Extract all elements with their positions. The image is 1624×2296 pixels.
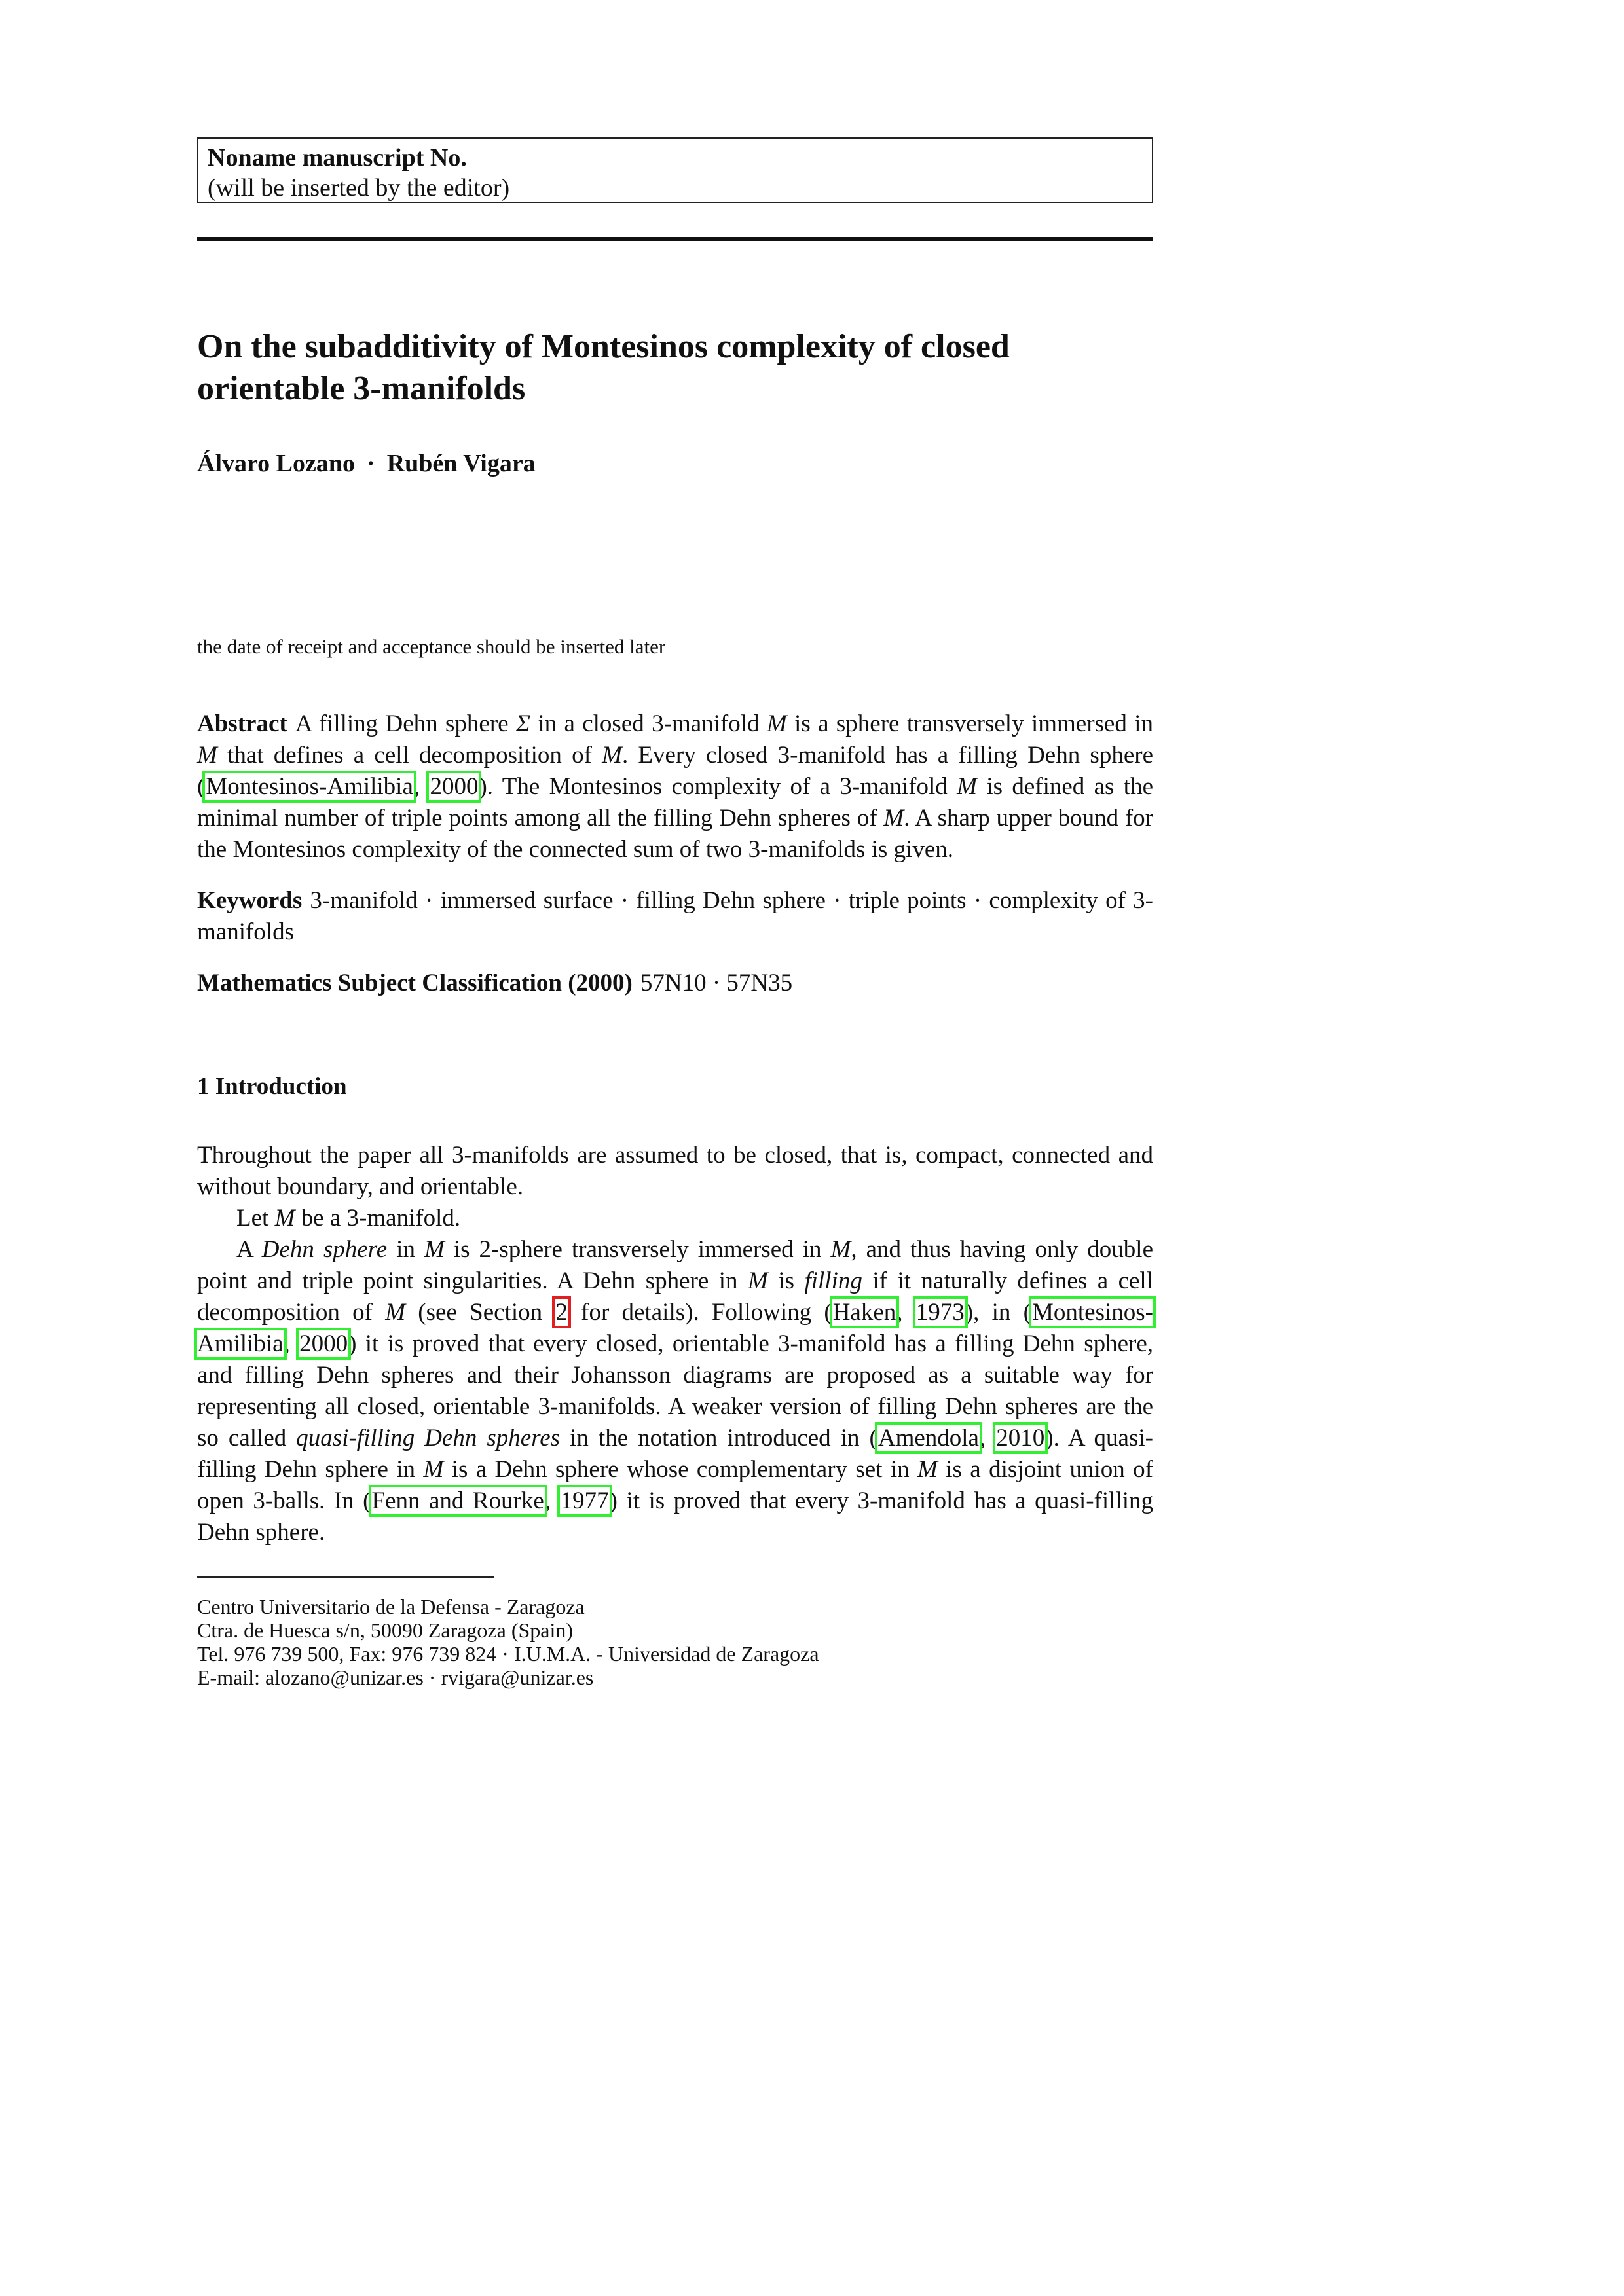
paper-title: On the subadditivity of Montesinos complexity of closed orientable 3-manifolds bbox=[197, 328, 1010, 407]
abstract: Abstract A filling Dehn sphere Σ in a closed 3-manifold M is a sphere transversely immersed in M that defines a cell decomposition of M. Every closed 3-manifold has a filling Dehn sphere (Montesinos-Amilibia, 2000). The Montesinos complexity of a 3-manifold M is defined as the minimal number of triple points among all the filling Dehn spheres of M. A sharp upper bound for the Montesinos complexity of the connected sum of two 3-manifolds is given. bbox=[197, 710, 1154, 863]
text: if it naturally defines a cell decomposition of bbox=[197, 1267, 1153, 1326]
citation-link-year[interactable]: 2000 bbox=[299, 1330, 348, 1357]
abstract-text: is defined as the minimal number of triple points among all the filling Dehn spheres of bbox=[197, 773, 1154, 831]
abstract-text: . A sharp upper bound for the Montesinos complexity of the connected sum of two 3-manifolds is given. bbox=[197, 805, 1153, 863]
text: is bbox=[767, 1267, 805, 1294]
editor-note: (will be inserted by the editor) bbox=[208, 174, 510, 202]
text: (see Section bbox=[405, 1299, 555, 1326]
citation-link-year[interactable]: 2000 bbox=[430, 773, 479, 800]
text: is 2-sphere transversely immersed in bbox=[444, 1236, 831, 1263]
math-symbol: M bbox=[957, 773, 977, 800]
abstract-text: that defines a cell decomposition of bbox=[217, 742, 602, 769]
text: in bbox=[387, 1236, 424, 1263]
emphasis: quasi-filling Dehn spheres bbox=[296, 1425, 561, 1451]
text: Let bbox=[236, 1205, 275, 1231]
author-name: Rubén Vigara bbox=[386, 450, 536, 477]
math-symbol: M bbox=[423, 1456, 444, 1483]
text: is a disjoint union of open 3-balls. In ( bbox=[197, 1456, 1153, 1514]
text: be a 3-manifold. bbox=[295, 1205, 461, 1231]
text: ). A quasi-filling Dehn sphere in bbox=[197, 1425, 1153, 1483]
section-ref-link[interactable]: 2 bbox=[555, 1299, 568, 1326]
text: , and thus having only double point and triple point singularities. A Dehn sphere in bbox=[197, 1236, 1153, 1294]
text: ) it is proved that every 3-manifold has a quasi-filling Dehn sphere. bbox=[197, 1487, 1153, 1546]
subject-classification bbox=[197, 968, 1153, 999]
citation-link-author[interactable]: Montesinos-Amilibia bbox=[206, 773, 413, 800]
math-symbol: M bbox=[883, 805, 904, 831]
abstract-text: . Every closed 3-manifold has a filling Dehn sphere ( bbox=[197, 742, 1153, 800]
math-symbol: M bbox=[917, 1456, 938, 1483]
text: A bbox=[236, 1236, 262, 1263]
emphasis: filling bbox=[804, 1267, 862, 1294]
keywords-label: Keywords bbox=[197, 887, 303, 914]
abstract-text: A filling Dehn sphere bbox=[295, 710, 516, 737]
manuscript-number: Noname manuscript No. bbox=[208, 144, 467, 172]
math-symbol: M bbox=[385, 1299, 406, 1326]
abstract-text: ). The Montesinos complexity of a 3-manifold bbox=[479, 773, 957, 800]
keywords-text: 3-manifold · immersed surface · filling Dehn sphere · triple points · complexity of 3-manifolds bbox=[197, 887, 1153, 945]
footnote-line: Tel. 976 739 500, Fax: 976 739 824 · I.U.M.A. - Universidad de Zaragoza bbox=[197, 1642, 819, 1666]
paragraph: Throughout the paper all 3-manifolds are assumed to be closed, that is, compact, connected and without boundary, and orientable. bbox=[197, 1142, 1153, 1200]
text: ) it is proved that every closed, orientable 3-manifold has a filling Dehn sphere, and filling Dehn spheres and their Johansson diagrams are proposed as a suitable way for representing all closed, orientable 3-manifolds. A weaker version of filling Dehn spheres are the so called bbox=[197, 1330, 1154, 1451]
paragraph: A Dehn sphere in M is 2-sphere transversely immersed in M, and thus having only double point and triple point singularities. A Dehn sphere in M is filling if it naturally defines a cell decomposition of M (see Section 2 for details). Following (Haken, 1973), in (Montesinos-Amilibia, 2000) it is proved that every closed, orientable 3-manifold has a filling Dehn sphere, and filling Dehn spheres and their Johansson diagrams are proposed as a suitable way for representing all closed, orientable 3-manifolds. A weaker version of filling Dehn spheres are the so called quasi-filling Dehn spheres in the notation introduced in (Amendola, 2010). A quasi-filling Dehn sphere in M is a Dehn sphere whose complementary set in M is a disjoint union of open 3-balls. In (Fenn and Rourke, 1977) it is proved that every 3-manifold has a quasi-filling Dehn sphere. bbox=[197, 1236, 1154, 1546]
section-heading-introduction: 1 Introduction bbox=[197, 1073, 347, 1100]
author-list bbox=[197, 449, 1153, 478]
abstract-text: is a sphere transversely immersed in bbox=[786, 710, 1153, 737]
text: is a Dehn sphere whose complementary set in bbox=[443, 1456, 918, 1483]
author-separator: · bbox=[367, 450, 375, 477]
math-symbol: M bbox=[197, 742, 217, 769]
citation-link-year[interactable]: 2010 bbox=[996, 1425, 1045, 1451]
emphasis: Dehn sphere bbox=[261, 1236, 388, 1263]
introduction-body bbox=[197, 1140, 1153, 1548]
manuscript-box bbox=[197, 137, 1153, 203]
footnote-line: Ctra. de Huesca s/n, 50090 Zaragoza (Spain) bbox=[197, 1618, 574, 1642]
math-symbol: M bbox=[766, 710, 787, 737]
citation-link-author[interactable]: Haken bbox=[832, 1299, 896, 1326]
author-name: Álvaro Lozano bbox=[197, 450, 356, 477]
abstract-text: in a closed 3-manifold bbox=[530, 710, 767, 737]
text: ), in ( bbox=[965, 1299, 1031, 1326]
receipt-dates: the date of receipt and acceptance should be inserted later bbox=[197, 635, 666, 658]
text: for details). Following ( bbox=[568, 1299, 832, 1326]
paper-page bbox=[197, 137, 1153, 1689]
citation-link-year[interactable]: 1977 bbox=[560, 1487, 609, 1514]
affiliation-footnote bbox=[197, 1595, 1153, 1689]
footnote-line: E-mail: alozano@unizar.es · rvigara@unizar.es bbox=[197, 1666, 594, 1689]
math-symbol: M bbox=[274, 1205, 295, 1231]
math-symbol: M bbox=[748, 1267, 768, 1294]
text: in the notation introduced in ( bbox=[560, 1425, 877, 1451]
citation-link-author[interactable]: Montesinos-Amilibia bbox=[197, 1299, 1153, 1357]
keywords bbox=[197, 885, 1153, 948]
footnote-rule bbox=[197, 1576, 494, 1578]
citation-link-year[interactable]: 1973 bbox=[915, 1299, 965, 1326]
math-symbol: Σ bbox=[515, 710, 530, 737]
msc-text: 57N10 · 57N35 bbox=[640, 970, 793, 996]
math-symbol: M bbox=[424, 1236, 445, 1263]
footnote-line: Centro Universitario de la Defensa - Zaragoza bbox=[197, 1595, 585, 1618]
citation-link-author[interactable]: Fenn and Rourke bbox=[371, 1487, 544, 1514]
math-symbol: M bbox=[602, 742, 622, 769]
msc-label: Mathematics Subject Classification (2000) bbox=[197, 970, 633, 996]
citation-link-author[interactable]: Amendola bbox=[877, 1425, 979, 1451]
paragraph bbox=[197, 1203, 1153, 1234]
abstract-label: Abstract bbox=[197, 710, 287, 737]
header-rule bbox=[197, 237, 1153, 241]
math-symbol: M bbox=[830, 1236, 851, 1263]
